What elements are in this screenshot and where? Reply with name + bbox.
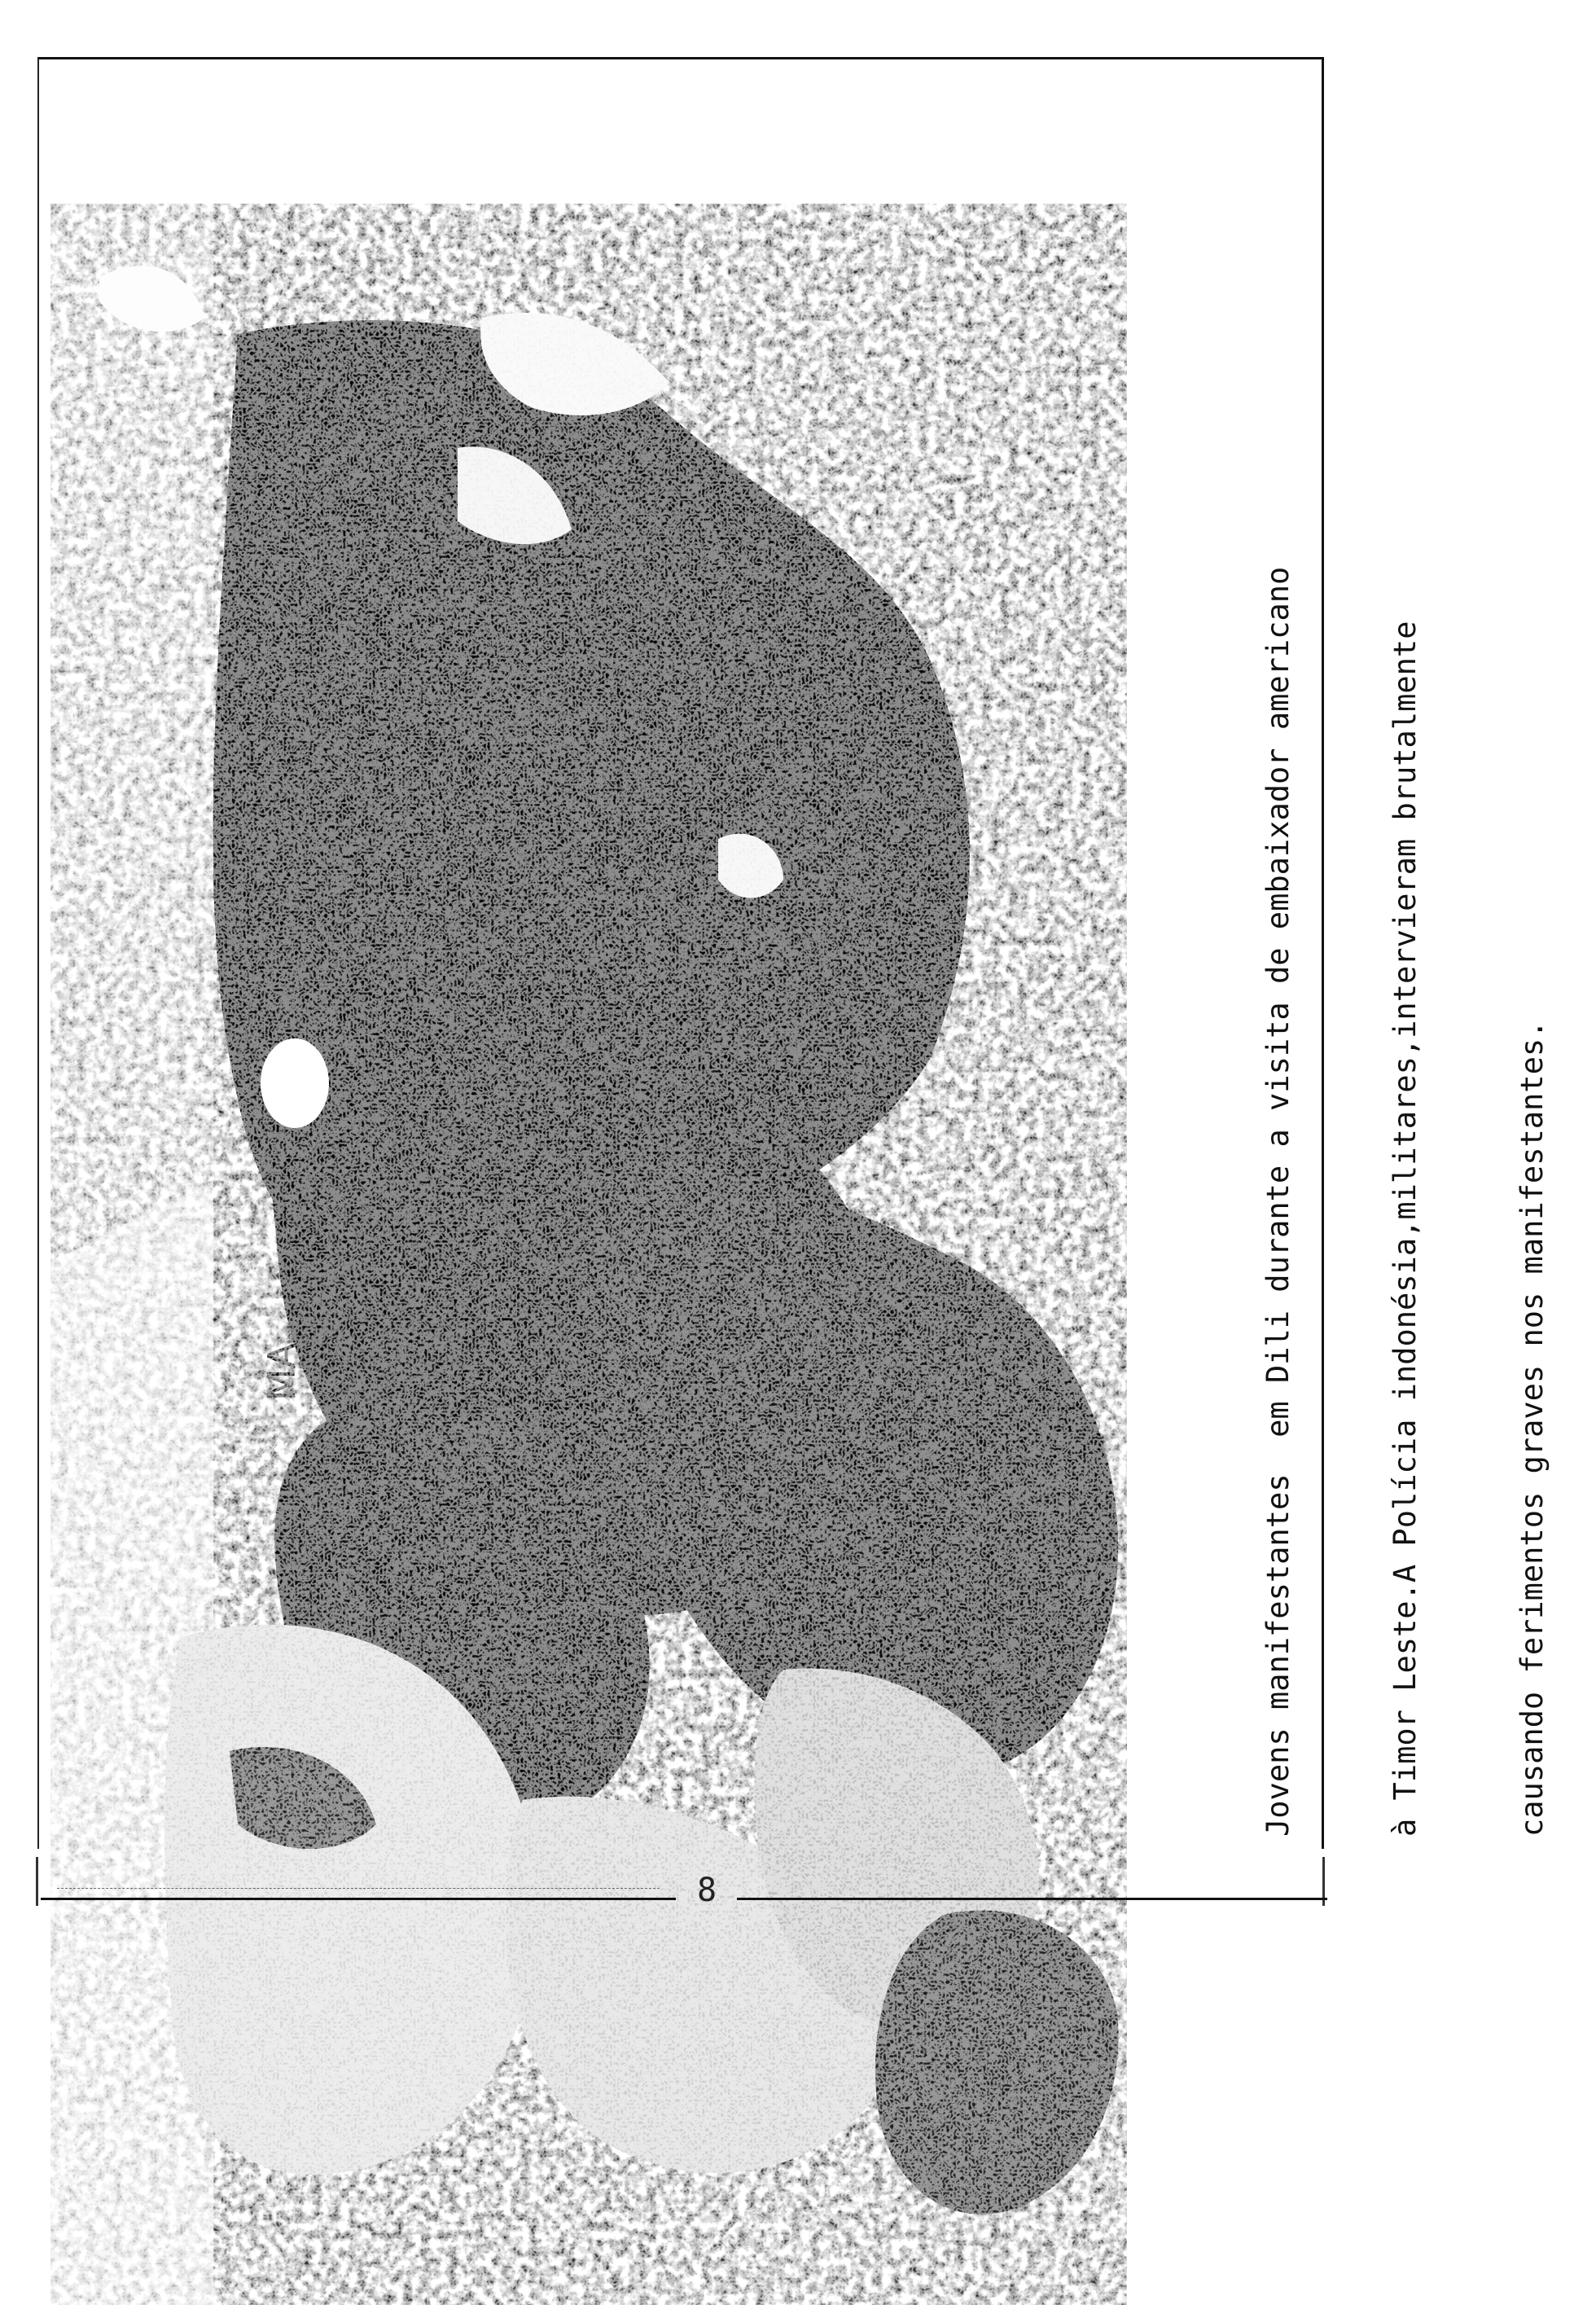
footer-rule-left [41, 1898, 676, 1900]
news-photograph [50, 204, 1127, 2305]
page-number: 8 [696, 1872, 717, 1909]
footer-dashed-rule [57, 1888, 660, 1889]
photo-caption [1173, 200, 1596, 1837]
caption-line-2: à Timor Leste.A Polícia indonésia,militares,intervieram brutalmente [1388, 621, 1423, 1837]
footer-rule-right [737, 1898, 1327, 1900]
photo-image [50, 204, 1127, 2305]
caption-line-3: causando ferimentos graves nos manifestantes. [1515, 1020, 1550, 1837]
caption-line-1: Jovens manifestantes em Dili durante a visita de embaixador americano [1261, 566, 1296, 1837]
frame-corner-left [36, 1857, 38, 1906]
